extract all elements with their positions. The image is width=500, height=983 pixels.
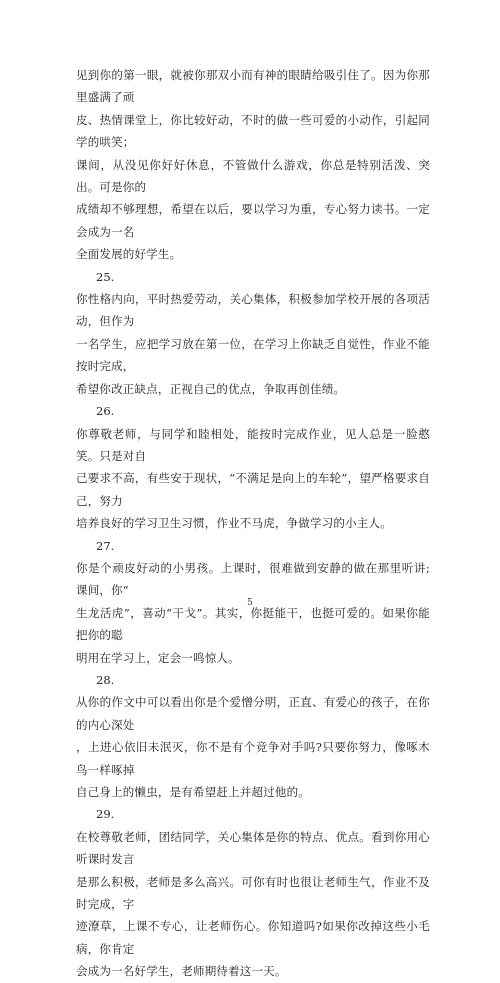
text-line: 一名学生，应把学习放在第一位，在学习上你缺乏自觉性，作业不能按时完成，	[76, 336, 430, 374]
document-body	[76, 64, 430, 983]
entry-number: 26.	[96, 404, 115, 419]
text-line: 自己身上的懒虫，是有希望赶上并超过他的。	[76, 785, 310, 799]
text-line: ，上进心依旧未泯灭，你不是有个竞争对手吗?只要你努力，像啄木鸟一样啄掉	[76, 740, 430, 777]
entry-number: 27.	[96, 538, 115, 553]
text-line: 生龙活虎”，喜动“干戈”。其实，你挺能干，也挺可爱的。如果你能把你的聪	[76, 605, 430, 643]
text-line: 是那么积极，老师是多么高兴。可你有时也很让老师生气，作业不及时完成，字	[76, 874, 430, 912]
entry-number: 28.	[96, 672, 115, 687]
text-line: 你是个顽皮好动的小男孩。上课时，很难做到安静的做在那里听讲;课间，你“	[76, 560, 430, 598]
page-number: 5	[247, 598, 253, 608]
text-line: 在校尊敬老师，团结同学，关心集体是你的特点、优点。看到你用心听课时发言	[76, 829, 430, 867]
text-line: 己要求不高，有些安于现状，“不满足是向上的车轮”，望严格要求自己，努力	[76, 471, 430, 508]
text-line: 见到你的第一眼，就被你那双小而有神的眼睛给吸引住了。因为你那里盛满了顽	[76, 68, 430, 105]
text-line: 全面发展的好学生。	[76, 247, 182, 262]
text-line: 培养良好的学习卫生习惯，作业不马虎，争做学习的小主人。	[76, 516, 392, 531]
text-line: 希望你改正缺点，正视自己的优点，争取再创佳绩。	[76, 381, 346, 396]
text-line: 皮、热情课堂上，你比较好动，不时的做一些可爱的小动作，引起同学的哄笑；	[76, 112, 430, 150]
text-line: 明用在学习上，定会一鸣惊人。	[76, 650, 240, 665]
text-line: 从你的作文中可以看出你是个爱憎分明，正直、有爱心的孩子，在你的内心深处	[76, 695, 430, 732]
text-line: 成绩却不够理想，希望在以后，要以学习为重，专心努力读书。一定会成为一名	[76, 202, 430, 239]
text-line: 课间，从没见你好好休息，不管做什么游戏，你总是特别活泼、突出。可是你的	[76, 157, 430, 195]
text-line: 迹潦草，上课不专心，让老师伤心。你知道吗?如果你改掉这些小毛病，你肯定	[76, 919, 430, 956]
entry-number: 29.	[96, 807, 115, 822]
text-line: 会成为一名好学生，老师期待着这一天。	[76, 964, 287, 979]
text-line: 你尊敬老师，与同学和睦相处，能按时完成作业，见人总是一脸憨笑。只是对自	[76, 426, 430, 463]
text-line: 你性格内向，平时热爱劳动，关心集体，积极参加学校开展的各项活动，但作为	[76, 292, 430, 329]
entry-number: 25.	[96, 269, 115, 284]
